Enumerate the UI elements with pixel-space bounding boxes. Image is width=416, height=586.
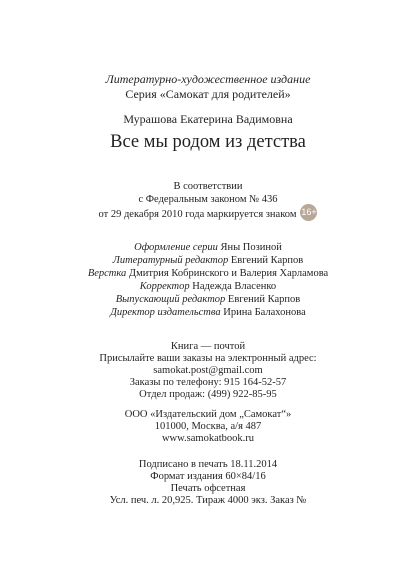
law-notice-line1: В соответствии	[173, 181, 243, 192]
credit-name: Евгений Карпов	[230, 255, 304, 266]
age-rating-badge: 16+	[300, 204, 317, 221]
credit-role: Оформление серии	[134, 242, 218, 253]
credit-line	[0, 282, 416, 293]
series-name: Серия «Самокат для родителей»	[125, 87, 291, 101]
credit-line	[0, 269, 416, 280]
credit-name: Яны Позиной	[220, 242, 282, 253]
credit-role: Корректор	[139, 281, 190, 292]
author-name: Мурашова Екатерина Вадимовна	[123, 112, 293, 126]
credit-role: Выпускающий редактор	[115, 294, 226, 305]
mail-order-instructions: Присылайте ваши заказы на электронный адрес:	[99, 353, 317, 364]
credit-role: Литературный редактор	[112, 255, 229, 266]
edition-type: Литературно-художественное издание	[105, 72, 311, 86]
publisher-name: ООО «Издательский дом „Самокат“»	[124, 409, 292, 420]
credit-name: Евгений Карпов	[227, 294, 301, 305]
print-type: Печать офсетная	[170, 483, 246, 494]
print-format: Формат издания 60×84/16	[150, 471, 266, 482]
credit-line	[0, 295, 416, 306]
credit-role: Верстка	[87, 268, 127, 279]
book-title: Все мы родом из детства	[110, 132, 306, 152]
publisher-address: 101000, Москва, а/я 487	[154, 421, 262, 432]
credit-name: Ирина Балахонова	[223, 307, 306, 318]
credit-name: Дмитрия Кобринского и Валерия Харламова	[128, 268, 329, 279]
credit-line	[0, 243, 416, 254]
credit-line	[0, 308, 416, 319]
mail-order-phone: Заказы по телефону: 915 164-52-57	[129, 377, 287, 388]
print-run: Усл. печ. л. 20,925. Тираж 4000 экз. Заказ №	[109, 495, 307, 506]
law-notice-line3	[0, 208, 416, 221]
credit-name: Надежда Власенко	[192, 281, 277, 292]
mail-order-email: samokat.post@gmail.com	[153, 365, 263, 376]
law-notice-text: от 29 декабря 2010 года маркируется знаком	[98, 208, 297, 220]
mail-order-title: Книга — почтой	[170, 341, 246, 352]
credit-role: Директор издательства	[110, 307, 221, 318]
credit-line	[0, 256, 416, 267]
sales-phone: Отдел продаж: (499) 922-85-95	[139, 389, 277, 400]
publisher-website: www.samokatbook.ru	[161, 433, 255, 444]
print-date: Подписано в печать 18.11.2014	[138, 459, 278, 470]
law-notice-line2: с Федеральным законом № 436	[138, 194, 278, 205]
